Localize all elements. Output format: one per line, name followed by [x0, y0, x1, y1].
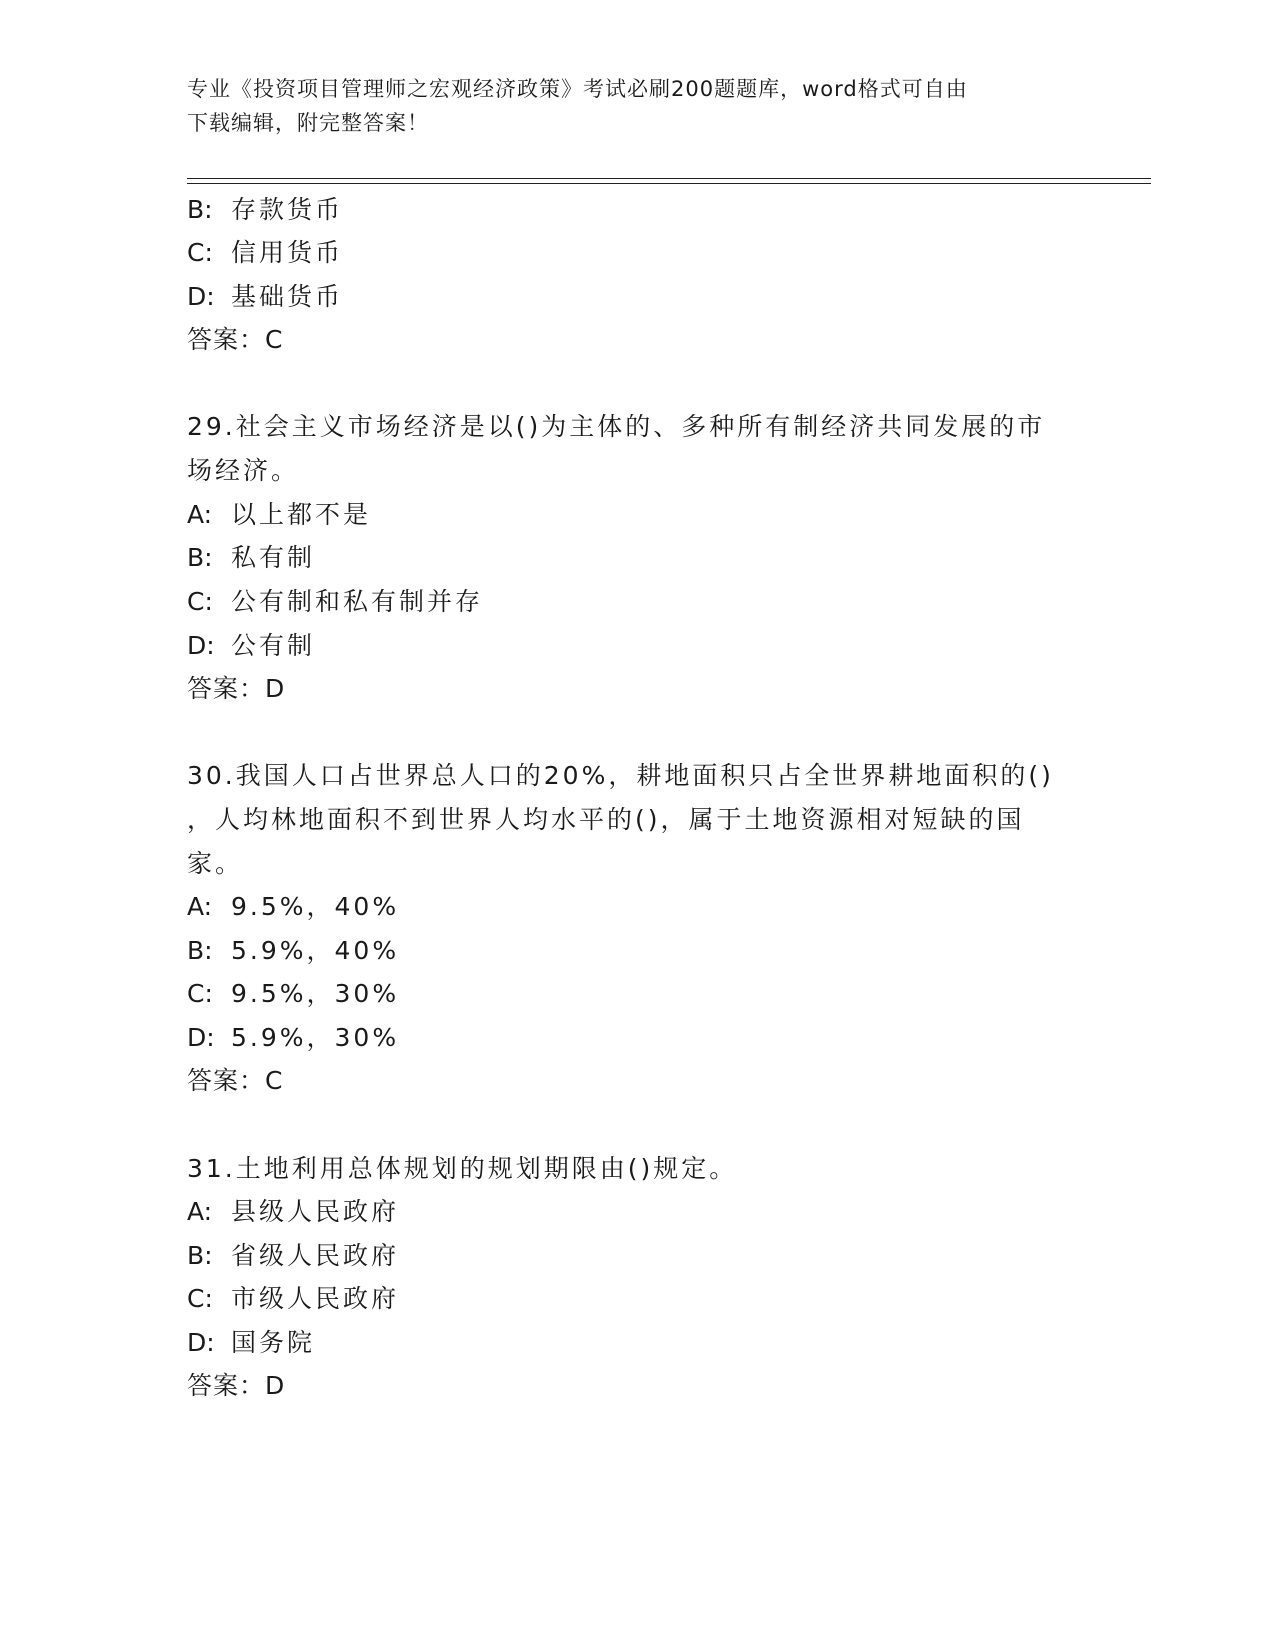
- q31-option-d: [187, 1323, 315, 1359]
- q30-stem-line-2: ，人均林地面积不到世界人均水平的()，属于土地资源相对短缺的国: [187, 805, 1025, 834]
- option-text: 公有制和私有制并存: [231, 587, 484, 616]
- option-letter: C:: [187, 238, 213, 267]
- option-letter: D:: [187, 631, 215, 660]
- q28-option-d: [187, 277, 343, 313]
- option-text: 省级人民政府: [231, 1241, 400, 1270]
- header-divider-bottom: [187, 183, 1151, 184]
- option-text: 信用货币: [231, 238, 344, 267]
- q28-option-c: [187, 233, 343, 269]
- q28-answer: 答案：C: [187, 325, 284, 354]
- option-text: 5.9%，40%: [231, 936, 400, 965]
- q29-answer: 答案：D: [187, 674, 286, 703]
- option-letter: A:: [187, 500, 213, 529]
- option-text: 县级人民政府: [231, 1197, 400, 1226]
- q30-option-b: [187, 931, 399, 967]
- option-text: 5.9%，30%: [231, 1023, 400, 1052]
- q29-stem-line-2: 场经济。: [187, 456, 300, 485]
- header-line-2: 下载编辑，附完整答案！: [187, 111, 429, 135]
- option-text: 9.5%，40%: [231, 892, 400, 921]
- option-letter: B:: [187, 1241, 213, 1270]
- option-letter: C:: [187, 587, 213, 616]
- option-letter: D:: [187, 1023, 215, 1052]
- q31-stem-line-1: 31.土地利用总体规划的规划期限由()规定。: [187, 1154, 738, 1183]
- option-letter: B:: [187, 195, 213, 224]
- q29-option-b: [187, 538, 315, 574]
- header-line-1: 专业《投资项目管理师之宏观经济政策》考试必刷200题题库，word格式可自由: [187, 77, 968, 101]
- option-text: 以上都不是: [231, 500, 372, 529]
- q30-option-d: [187, 1018, 399, 1054]
- option-text: 市级人民政府: [231, 1284, 400, 1313]
- option-letter: B:: [187, 543, 213, 572]
- option-text: 存款货币: [231, 195, 344, 224]
- option-letter: D:: [187, 1328, 215, 1357]
- option-letter: B:: [187, 936, 213, 965]
- q29-option-d: [187, 626, 315, 662]
- option-letter: C:: [187, 979, 213, 1008]
- option-text: 公有制: [231, 631, 316, 660]
- option-text: 国务院: [231, 1328, 316, 1357]
- q30-answer: 答案：C: [187, 1066, 284, 1095]
- q29-option-a: [187, 495, 371, 531]
- option-text: 9.5%，30%: [231, 979, 400, 1008]
- option-text: 私有制: [231, 543, 316, 572]
- document-header: [187, 72, 1067, 140]
- q31-answer: 答案：D: [187, 1371, 286, 1400]
- option-letter: D:: [187, 282, 215, 311]
- q30-stem-line-1: 30.我国人口占世界总人口的20%，耕地面积只占全世界耕地面积的(): [187, 761, 1054, 790]
- q29-option-c: [187, 582, 483, 618]
- q31-option-a: [187, 1192, 399, 1228]
- q29-stem-line-1: 29.社会主义市场经济是以()为主体的、多种所有制经济共同发展的市: [187, 412, 1046, 441]
- q31-option-b: [187, 1236, 399, 1272]
- option-text: 基础货币: [231, 282, 344, 311]
- q31-option-c: [187, 1279, 399, 1315]
- q30-option-a: [187, 887, 399, 923]
- q30-stem-line-3: 家。: [187, 849, 244, 878]
- option-letter: A:: [187, 1197, 213, 1226]
- option-letter: C:: [187, 1284, 213, 1313]
- header-divider-top: [187, 178, 1151, 179]
- option-letter: A:: [187, 892, 213, 921]
- q30-option-c: [187, 974, 399, 1010]
- q28-option-b: [187, 190, 343, 226]
